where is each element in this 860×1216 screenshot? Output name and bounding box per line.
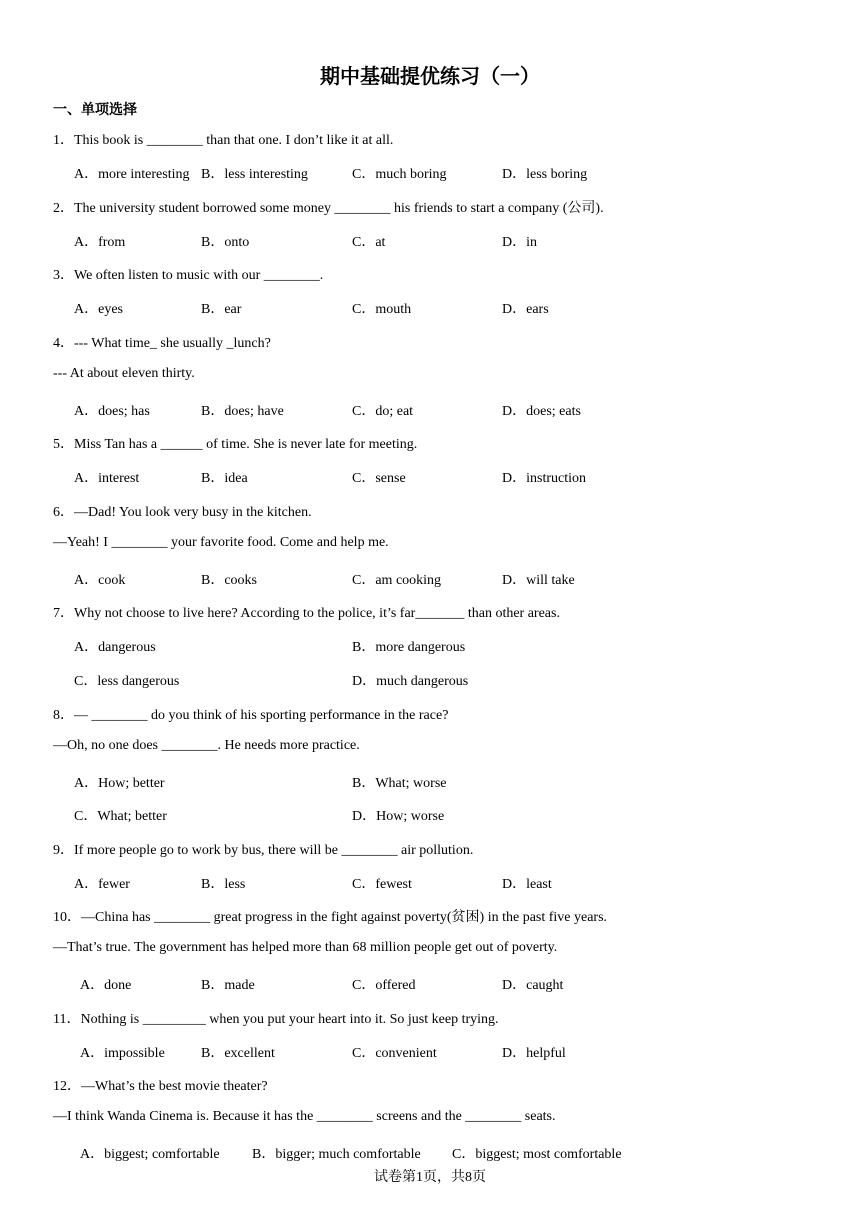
question-6-option-a: A．cook: [74, 573, 126, 588]
question-9-option-c: C．fewest: [352, 877, 412, 892]
question-11-option-d: D．helpful: [502, 1046, 566, 1061]
question-8-stem: 8．— ________ do you think of his sporting performance in the race?: [53, 708, 449, 723]
question-2-option-b: B．onto: [201, 235, 250, 250]
question-11-option-b: B．excellent: [201, 1046, 275, 1061]
question-10-option-b: B．made: [201, 978, 255, 993]
question-9-option-b: B．less: [201, 877, 246, 892]
question-3-option-d: D．ears: [502, 302, 549, 317]
question-11-option-a: A．impossible: [80, 1046, 165, 1061]
question-9-option-d: D．least: [502, 877, 552, 892]
question-5-option-c: C．sense: [352, 471, 406, 486]
question-2-option-a: A．from: [74, 235, 126, 250]
section-heading: 一、单项选择: [53, 102, 137, 118]
question-4-option-b: B．does; have: [201, 404, 284, 419]
question-3-option-a: A．eyes: [74, 302, 123, 317]
question-1-option-c: C．much boring: [352, 167, 447, 182]
exam-title: 期中基础提优练习（一）: [320, 64, 540, 88]
question-6-stem: 6．—Dad! You look very busy in the kitchen.: [53, 505, 312, 520]
question-3-stem: 3．We often listen to music with our ________.: [53, 268, 324, 283]
question-5-option-b: B．idea: [201, 471, 248, 486]
question-2-stem: 2．The university student borrowed some money ________ his friends to start a company (公司).: [53, 201, 604, 216]
question-5-option-a: A．interest: [74, 471, 140, 486]
question-2-option-c: C．at: [352, 235, 386, 250]
question-10-answer-line: —That’s true. The government has helped more than 68 million people get out of poverty.: [53, 940, 558, 955]
question-12-option-b: B．bigger; much comfortable: [252, 1147, 421, 1162]
question-10-option-c: C．offered: [352, 978, 416, 993]
question-8-answer-line: —Oh, no one does ________. He needs more practice.: [53, 738, 360, 753]
question-6-option-c: C．am cooking: [352, 573, 442, 588]
question-6-option-b: B．cooks: [201, 573, 257, 588]
question-4-option-a: A．does; has: [74, 404, 150, 419]
question-9-option-a: A．fewer: [74, 877, 130, 892]
question-6-option-d: D．will take: [502, 573, 575, 588]
question-5-stem: 5．Miss Tan has a ______ of time. She is never late for meeting.: [53, 437, 418, 452]
question-11-stem: 11．Nothing is _________ when you put your heart into it. So just keep trying.: [53, 1012, 499, 1027]
question-7-option-a: A．dangerous: [74, 640, 156, 655]
question-5-option-d: D．instruction: [502, 471, 586, 486]
question-8-option-a: A．How; better: [74, 776, 165, 791]
question-7-option-d: D．much dangerous: [352, 674, 469, 689]
question-4-option-d: D．does; eats: [502, 404, 581, 419]
question-3-option-c: C．mouth: [352, 302, 412, 317]
question-4-option-c: C．do; eat: [352, 404, 414, 419]
question-11-option-c: C．convenient: [352, 1046, 437, 1061]
question-1-option-a: A．more interesting: [74, 167, 190, 182]
question-10-option-a: A．done: [80, 978, 132, 993]
question-1-option-b: B．less interesting: [201, 167, 308, 182]
question-3-option-b: B．ear: [201, 302, 242, 317]
question-8-option-b: B．What; worse: [352, 776, 447, 791]
question-12-answer-line: —I think Wanda Cinema is. Because it has the ________ screens and the ________ seats.: [53, 1109, 556, 1124]
question-2-option-d: D．in: [502, 235, 537, 250]
question-4-answer-line: --- At about eleven thirty.: [53, 366, 195, 381]
page-footer: 试卷第1页，共8页: [374, 1170, 486, 1185]
question-8-option-c: C．What; better: [74, 809, 167, 824]
question-10-option-d: D．caught: [502, 978, 564, 993]
question-9-stem: 9．If more people go to work by bus, there will be ________ air pollution.: [53, 843, 474, 858]
question-7-stem: 7．Why not choose to live here? According to the police, it’s far_______ than other areas.: [53, 606, 560, 621]
question-12-stem: 12．—What’s the best movie theater?: [53, 1079, 268, 1094]
question-1-stem: 1．This book is ________ than that one. I don’t like it at all.: [53, 133, 394, 148]
question-7-option-c: C．less dangerous: [74, 674, 180, 689]
question-12-option-a: A．biggest; comfortable: [80, 1147, 220, 1162]
question-8-option-d: D．How; worse: [352, 809, 445, 824]
question-1-option-d: D．less boring: [502, 167, 588, 182]
question-12-option-c: C．biggest; most comfortable: [452, 1147, 622, 1162]
question-6-answer-line: —Yeah! I ________ your favorite food. Come and help me.: [53, 535, 389, 550]
question-7-option-b: B．more dangerous: [352, 640, 466, 655]
question-10-stem: 10．—China has ________ great progress in the fight against poverty(贫困) in the past five years.: [53, 910, 608, 925]
question-4-stem: 4．--- What time_ she usually _lunch?: [53, 336, 271, 351]
